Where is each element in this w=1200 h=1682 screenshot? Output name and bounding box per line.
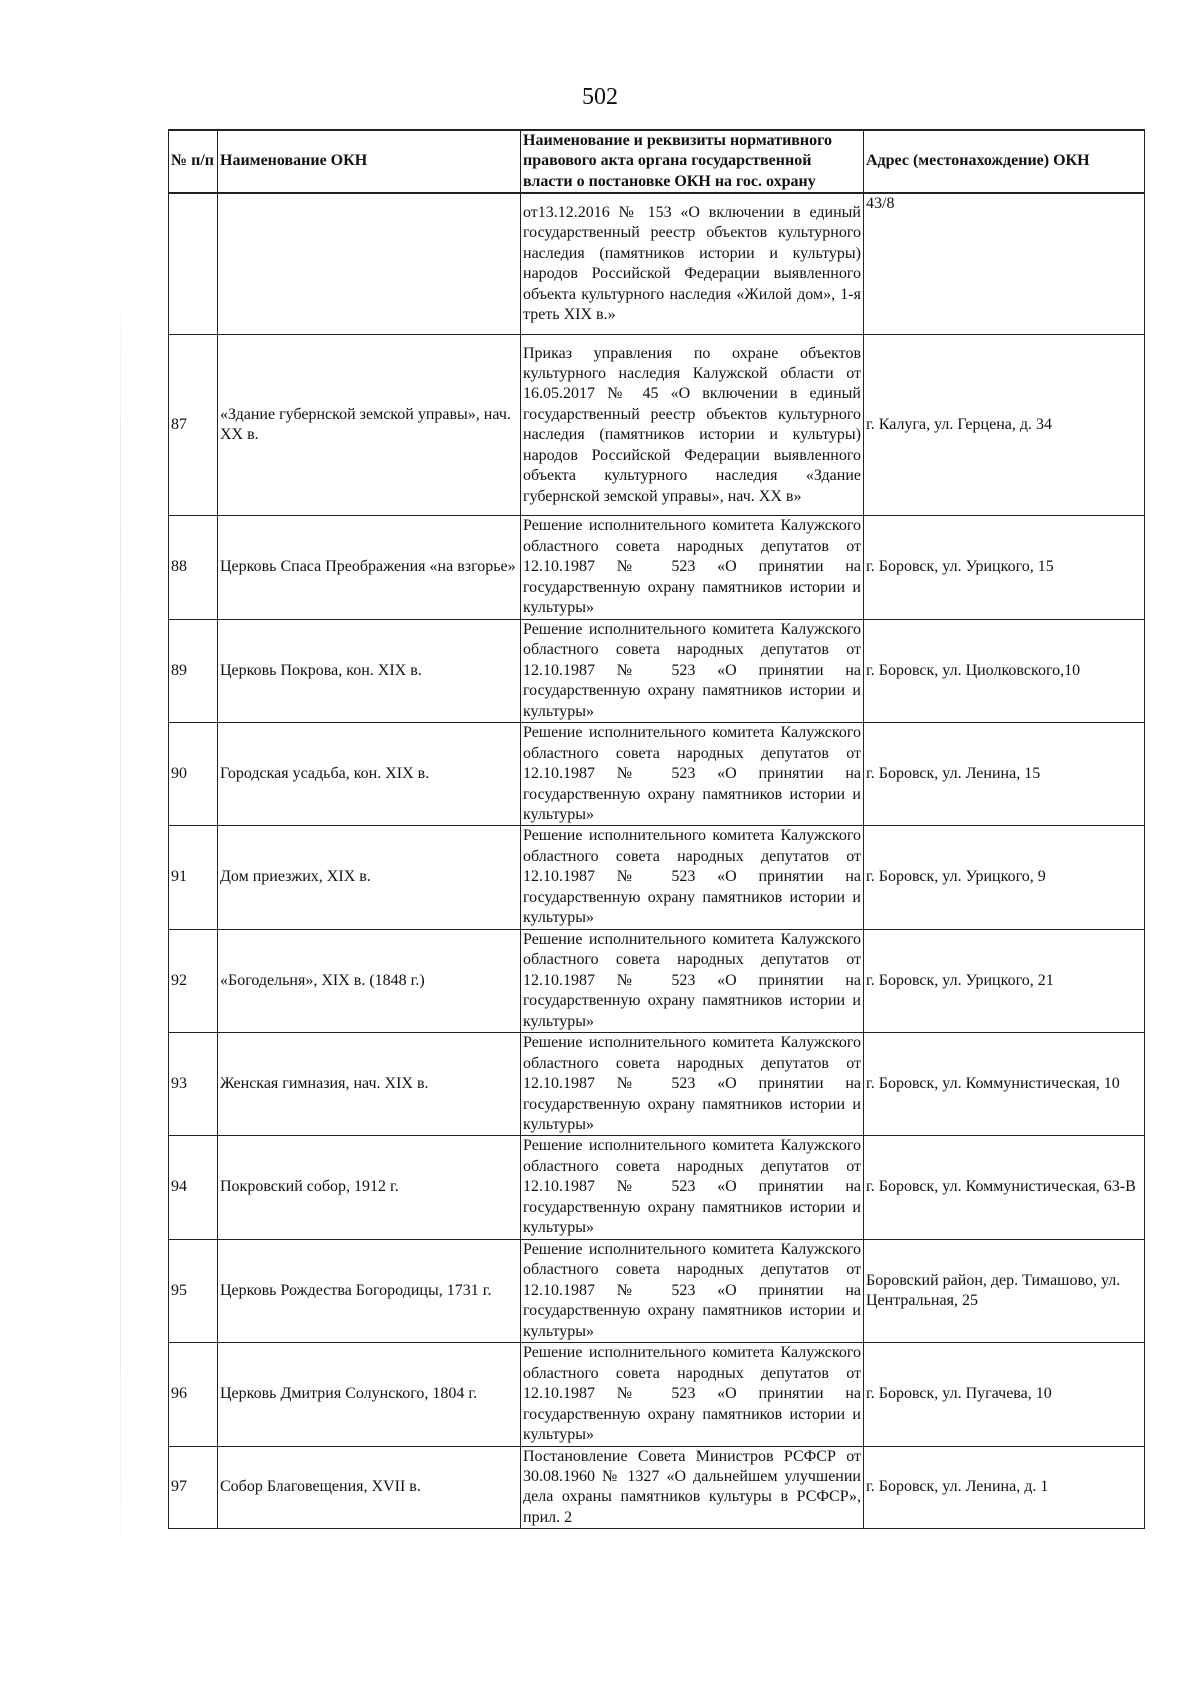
table-row xyxy=(169,1033,1145,1136)
header-act: Наименование и реквизиты нормативного правового акта органа государственной власти о постановке ОКН на гос. охрану xyxy=(521,130,864,193)
cell-addr: г. Боровск, ул. Ленина, 15 xyxy=(864,723,1145,826)
cell-addr: г. Боровск, ул. Циолковского,10 xyxy=(864,619,1145,722)
table-row xyxy=(169,929,1145,1032)
cell-addr: г. Боровск, ул. Пугачева, 10 xyxy=(864,1343,1145,1446)
cell-num: 90 xyxy=(169,723,218,826)
table-row xyxy=(169,1446,1145,1529)
cell-act: Решение исполнительного комитета Калужского областного совета народных депутатов от 12.10.1987 № 523 «О принятии на государственную охрану памятников истории и культуры» xyxy=(521,826,864,929)
cell-name: Собор Благовещения, XVII в. xyxy=(218,1446,521,1529)
cell-num: 96 xyxy=(169,1343,218,1446)
table-row xyxy=(169,619,1145,722)
cell-addr: г. Боровск, ул. Урицкого, 9 xyxy=(864,826,1145,929)
cell-num: 97 xyxy=(169,1446,218,1529)
cell-act: Постановление Совета Министров РСФСР от 30.08.1960 № 1327 «О дальнейшем улучшении дела охраны памятников культуры в РСФСР», прил. 2 xyxy=(521,1446,864,1529)
cell-act: Решение исполнительного комитета Калужского областного совета народных депутатов от 12.10.1987 № 523 «О принятии на государственную охрану памятников истории и культуры» xyxy=(521,1136,864,1239)
cell-name: «Здание губернской земской управы», нач. XX в. xyxy=(218,335,521,516)
table-row xyxy=(169,1136,1145,1239)
cell-act: Решение исполнительного комитета Калужского областного совета народных депутатов от 12.10.1987 № 523 «О принятии на государственную охрану памятников истории и культуры» xyxy=(521,619,864,722)
cell-addr: Боровский район, дер. Тимашово, ул. Центральная, 25 xyxy=(864,1239,1145,1342)
table-header-row xyxy=(169,130,1145,193)
header-name: Наименование ОКН xyxy=(218,130,521,193)
cell-act: Решение исполнительного комитета Калужского областного совета народных депутатов от 12.10.1987 № 523 «О принятии на государственную охрану памятников истории и культуры» xyxy=(521,1343,864,1446)
cell-num: 88 xyxy=(169,516,218,619)
cell-name: «Богодельня», XIX в. (1848 г.) xyxy=(218,929,521,1032)
cell-num: 95 xyxy=(169,1239,218,1342)
table-row xyxy=(169,1239,1145,1342)
cell-addr: г. Боровск, ул. Ленина, д. 1 xyxy=(864,1446,1145,1529)
cell-num: 94 xyxy=(169,1136,218,1239)
cell-act: Решение исполнительного комитета Калужского областного совета народных депутатов от 12.10.1987 № 523 «О принятии на государственную охрану памятников истории и культуры» xyxy=(521,516,864,619)
table-row xyxy=(169,1343,1145,1446)
cell-addr: г. Калуга, ул. Герцена, д. 34 xyxy=(864,335,1145,516)
header-addr: Адрес (местонахождение) ОКН xyxy=(864,130,1145,193)
table-row xyxy=(169,723,1145,826)
cell-name: Женская гимназия, нач. XIX в. xyxy=(218,1033,521,1136)
cell-name: Покровский собор, 1912 г. xyxy=(218,1136,521,1239)
header-num: № п/п xyxy=(169,130,218,193)
table-row xyxy=(169,335,1145,516)
table-row xyxy=(169,826,1145,929)
cell-name: Церковь Рождества Богородицы, 1731 г. xyxy=(218,1239,521,1342)
cell-num: 89 xyxy=(169,619,218,722)
cell-name: Церковь Дмитрия Солунского, 1804 г. xyxy=(218,1343,521,1446)
page-number: 502 xyxy=(582,84,618,110)
cell-num xyxy=(169,193,218,335)
cell-num: 87 xyxy=(169,335,218,516)
cell-addr: г. Боровск, ул. Урицкого, 21 xyxy=(864,929,1145,1032)
cell-addr: г. Боровск, ул. Урицкого, 15 xyxy=(864,516,1145,619)
cell-act: от13.12.2016 № 153 «О включении в единый государственный реестр объектов культурного наследия (памятников истории и культуры) народов Российской Федерации выявленного объекта культурного наследия «Жилой дом», 1-я треть XIX в.» xyxy=(521,193,864,335)
cell-act: Решение исполнительного комитета Калужского областного совета народных депутатов от 12.10.1987 № 523 «О принятии на государственную охрану памятников истории и культуры» xyxy=(521,1033,864,1136)
cell-name: Городская усадьба, кон. XIX в. xyxy=(218,723,521,826)
cell-num: 91 xyxy=(169,826,218,929)
cell-addr: г. Боровск, ул. Коммунистическая, 10 xyxy=(864,1033,1145,1136)
cell-num: 92 xyxy=(169,929,218,1032)
cell-name: Дом приезжих, XIX в. xyxy=(218,826,521,929)
cell-act: Решение исполнительного комитета Калужского областного совета народных депутатов от 12.10.1987 № 523 «О принятии на государственную охрану памятников истории и культуры» xyxy=(521,929,864,1032)
cell-act: Приказ управления по охране объектов культурного наследия Калужской области от 16.05.2017 № 45 «О включении в единый государственный реестр объектов культурного наследия (памятников истории и культуры) народов Российской Федерации выявленного объекта культурного наследия «Здание губернской земской управы», нач. XX в» xyxy=(521,335,864,516)
cell-num: 93 xyxy=(169,1033,218,1136)
okn-table xyxy=(168,129,1145,1529)
cell-name: Церковь Покрова, кон. XIX в. xyxy=(218,619,521,722)
scan-artifact-line xyxy=(120,260,121,1610)
cell-act: Решение исполнительного комитета Калужского областного совета народных депутатов от 12.10.1987 № 523 «О принятии на государственную охрану памятников истории и культуры» xyxy=(521,723,864,826)
table-row-continuation xyxy=(169,193,1145,335)
cell-act: Решение исполнительного комитета Калужского областного совета народных депутатов от 12.10.1987 № 523 «О принятии на государственную охрану памятников истории и культуры» xyxy=(521,1239,864,1342)
cell-name xyxy=(218,193,521,335)
cell-name: Церковь Спаса Преображения «на взгорье» xyxy=(218,516,521,619)
cell-addr: 43/8 xyxy=(864,193,1145,335)
cell-addr: г. Боровск, ул. Коммунистическая, 63-В xyxy=(864,1136,1145,1239)
table-row xyxy=(169,516,1145,619)
